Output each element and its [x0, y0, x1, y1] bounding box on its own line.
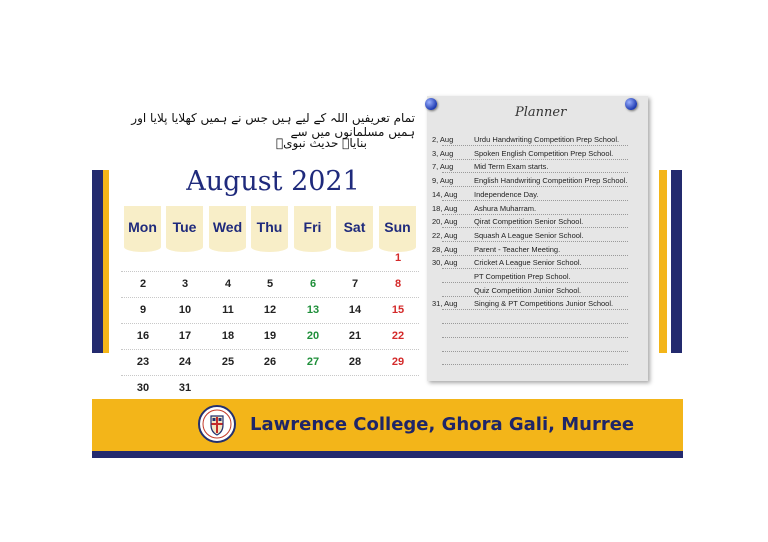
- planner-ruled-line: [442, 241, 628, 242]
- planner-entry-event: Squash A League Senior School.: [474, 230, 584, 240]
- calendar-day-cell: 18: [221, 330, 235, 342]
- calendar-day-cell: 10: [178, 304, 192, 316]
- calendar-day-cell: 14: [348, 304, 362, 316]
- left-navy-bar: [92, 170, 103, 353]
- planner-ruled-line: [442, 282, 628, 283]
- planner-ruled-line: [442, 145, 628, 146]
- pushpin-icon: [625, 98, 637, 110]
- calendar-day-cell: 27: [306, 356, 320, 368]
- calendar-day-cell: 16: [136, 330, 150, 342]
- calendar-month-title: August 2021: [186, 166, 360, 197]
- urdu-quote-line-2: بنایا۔ حدیث نبویؐ: [275, 136, 367, 150]
- planner-ruled-line: [442, 323, 628, 324]
- day-header-label: Sat: [343, 219, 366, 235]
- planner-ruled-line: [442, 172, 628, 173]
- day-header-sat: [336, 206, 373, 246]
- day-header-fri: [294, 206, 331, 246]
- calendar-day-cell: 22: [391, 330, 405, 342]
- planner-entry-date: 31, Aug: [432, 299, 458, 309]
- calendar-day-cell: 28: [348, 356, 362, 368]
- right-navy-bar: [671, 170, 682, 353]
- planner-ruled-line: [442, 364, 628, 365]
- calendar-day-cell: 7: [351, 278, 359, 290]
- day-header-thu: [251, 206, 288, 246]
- calendar-day-cell: 1: [394, 252, 402, 264]
- planner-entry-event: Ashura Muharram.: [474, 203, 537, 213]
- calendar-day-cell: 19: [263, 330, 277, 342]
- calendar-day-cell: 2: [139, 278, 147, 290]
- planner-entry-date: 2, Aug: [432, 135, 454, 144]
- planner-title: Planner: [515, 105, 567, 120]
- day-header-tue: [166, 206, 203, 246]
- calendar-day-cell: 23: [136, 356, 150, 368]
- calendar-day-cell: 12: [263, 304, 277, 316]
- planner-entry-date: 28, Aug: [432, 244, 458, 254]
- calendar-row-divider: [121, 349, 419, 350]
- calendar-day-cell: 5: [266, 278, 274, 290]
- planner-ruled-line: [442, 227, 628, 228]
- calendar-row-divider: [121, 271, 419, 272]
- planner-entry-event: Singing & PT Competitions Junior School.: [474, 299, 614, 309]
- planner-entry-event: Parent - Teacher Meeting.: [474, 244, 561, 254]
- calendar-day-cell: 9: [139, 304, 147, 316]
- planner-ruled-line: [442, 159, 628, 160]
- calendar-day-cell: 17: [178, 330, 192, 342]
- calendar-day-cell: 4: [224, 278, 232, 290]
- calendar-day-cell: 15: [391, 304, 405, 316]
- calendar-day-cell: 24: [178, 356, 192, 368]
- planner-ruled-line: [442, 296, 628, 297]
- day-header-label: Wed: [212, 219, 243, 235]
- footer-navy-stripe: [92, 451, 683, 458]
- calendar-day-cell: 31: [178, 382, 192, 394]
- planner-entry-date: 3, Aug: [432, 148, 454, 158]
- planner-entry-event: Quiz Competition Junior School.: [474, 285, 582, 295]
- planner-entry-date: 14, Aug: [432, 189, 458, 199]
- college-name: Lawrence College, Ghora Gali, Murree: [250, 414, 635, 435]
- calendar-row-divider: [121, 375, 419, 376]
- planner-entry-event: Qirat Competition Senior School.: [474, 217, 584, 227]
- planner-entry-date: 30, Aug: [432, 258, 458, 268]
- calendar-row-divider: [121, 297, 419, 298]
- college-crest-icon: [198, 405, 236, 443]
- planner-entry-event: Urdu Handwriting Competition Prep School.: [474, 135, 620, 144]
- planner-ruled-line: [442, 351, 628, 352]
- planner-entry-date: 7, Aug: [432, 162, 454, 172]
- day-header-label: Mon: [128, 219, 157, 235]
- planner-entry-event: Independence Day.: [474, 189, 539, 199]
- calendar-day-cell: 6: [309, 278, 317, 290]
- calendar-day-cell: 21: [348, 330, 362, 342]
- planner-ruled-line: [442, 200, 628, 201]
- planner-ruled-line: [442, 309, 628, 310]
- calendar-day-cell: 25: [221, 356, 235, 368]
- planner-entry-date: 9, Aug: [432, 176, 454, 186]
- planner-entry-event: Mid Term Exam starts.: [474, 162, 549, 172]
- calendar-day-cell: 20: [306, 330, 320, 342]
- planner-ruled-line: [442, 214, 628, 215]
- planner-ruled-line: [442, 268, 628, 269]
- urdu-quote-line-1: تمام تعریفیں اللہ کے لیے ہیں جس نے ہمیں کھلایا پلایا اور ہمیں مسلمانوں میں سے: [131, 111, 415, 139]
- planner-ruled-line: [442, 255, 628, 256]
- calendar-day-cell: 11: [222, 304, 234, 316]
- planner-entry-date: 18, Aug: [432, 203, 458, 213]
- right-gold-bar: [659, 170, 667, 353]
- day-header-mon: [124, 206, 161, 246]
- calendar-day-cell: 13: [306, 304, 320, 316]
- day-header-label: Sun: [384, 219, 411, 235]
- calendar-day-cell: 29: [391, 356, 405, 368]
- calendar-day-cell: 3: [181, 278, 189, 290]
- day-header-label: Thu: [256, 219, 283, 235]
- planner-entry-event: English Handwriting Competition Prep School.: [474, 176, 628, 186]
- planner-entry-event: Cricket A League Senior School.: [474, 258, 582, 268]
- planner-entry-date: 22, Aug: [432, 230, 458, 240]
- day-header-label: Tue: [172, 219, 197, 235]
- day-header-wed: [209, 206, 246, 246]
- planner-ruled-line: [442, 186, 628, 187]
- planner-entry-date: 20, Aug: [432, 217, 458, 227]
- calendar-day-cell: 26: [263, 356, 277, 368]
- planner-entry-event: PT Competition Prep School.: [474, 272, 571, 281]
- day-header-label: Fri: [303, 219, 322, 235]
- calendar-row-divider: [121, 323, 419, 324]
- planner-ruled-line: [442, 337, 628, 338]
- calendar-day-cell: 30: [136, 382, 150, 394]
- calendar-day-cell: 8: [394, 278, 402, 290]
- planner-entry-event: Spoken English Competition Prep School.: [474, 148, 614, 158]
- pushpin-icon: [425, 98, 437, 110]
- left-gold-bar: [103, 170, 109, 353]
- day-header-sun: [379, 206, 416, 246]
